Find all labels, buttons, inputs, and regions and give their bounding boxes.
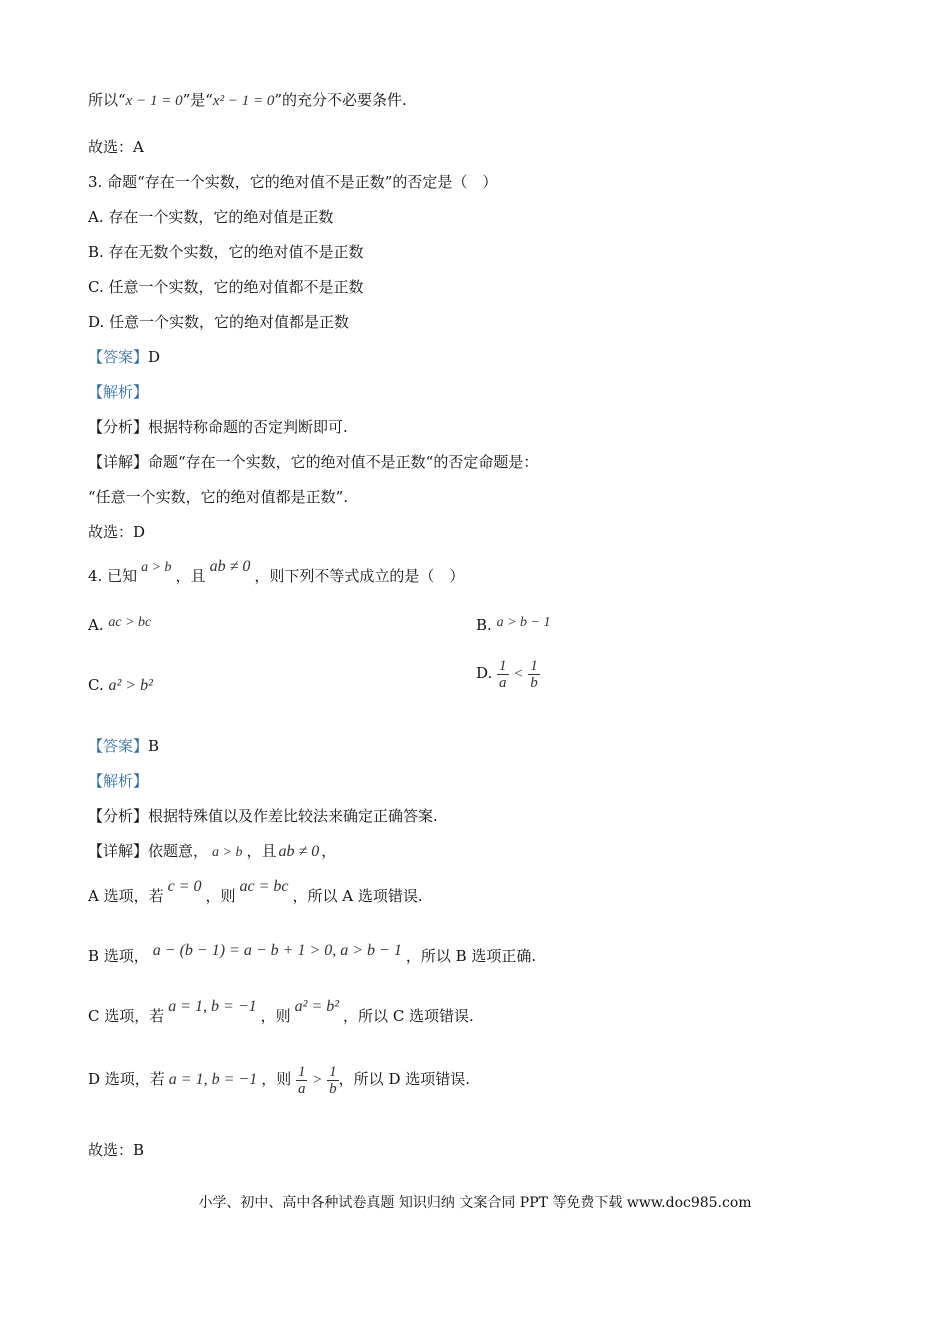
math-expr: a = 1, b = −1 [168,1071,258,1088]
text: B 选项， [88,947,149,965]
q4-detail [88,841,336,863]
fraction [327,1064,339,1097]
q3-option-c: C. 任意一个实数，它的绝对值都不是正数 [88,278,364,296]
question-4-stem [88,558,465,588]
math-expr: a − (b − 1) = a − b + 1 > 0, a > b − 1 [152,942,402,959]
select-line: 故选：A [88,138,144,156]
fraction [296,1064,308,1097]
math-expr: ab ≠ 0 [278,843,320,860]
answer-tag: 【答案】 [88,348,149,366]
text: ， [321,842,337,860]
math-expr: a² > b² [108,677,153,694]
answer-value: B [148,737,160,755]
q4-jiexi-tag: 【解析】 [88,772,149,790]
option-label: D. [476,664,493,682]
math-expr: a > b [141,560,172,575]
q4-analysis: 【分析】根据特殊值以及作差比较法来确定正确答案. [88,807,438,825]
math-expr: a > b − 1 [496,615,551,630]
answer-value: D [148,348,161,366]
text: ”的充分不必要条件. [274,91,407,109]
text: ，所以 C 选项错误. [343,1007,474,1025]
q4-option-a [88,615,151,637]
numerator: 1 [530,657,538,674]
math-expr: c = 0 [167,878,202,895]
text: ”是“ [182,91,213,109]
q3-answer [88,347,160,367]
q4-option-c [88,675,153,696]
q3-option-a: A. 存在一个实数，它的绝对值是正数 [88,208,334,226]
fraction [497,658,509,691]
text: A 选项，若 [88,887,164,905]
q4-select: 故选：B [88,1141,145,1159]
q3-jiexi-tag: 【解析】 [88,383,149,401]
answer-tag: 【答案】 [88,737,149,755]
q3-option-d: D. 任意一个实数，它的绝对值都是正数 [88,313,350,331]
q3-detail-1: 【详解】命题“存在一个实数，它的绝对值不是正数“的否定命题是： [88,453,539,471]
q4-detail-option-a [88,878,423,907]
conclusion-line [88,90,407,111]
q3-analysis: 【分析】根据特称命题的否定判断即可. [88,418,348,436]
denominator: a [297,1080,306,1097]
text: 【详解】依题意， [88,842,209,860]
option-label: B. [476,616,492,634]
question-3-stem: 3. 命题“存在一个实数，它的绝对值不是正数”的否定是（ ） [88,173,498,191]
text: D 选项，若 [88,1070,165,1088]
text: ，所以 B 选项正确. [405,947,537,965]
page-footer: 小学、初中、高中各种试卷真题 知识归纳 文案合同 PPT 等免费下载 www.doc985.com [198,1195,752,1211]
text: 所以“ [88,91,126,109]
math-op: > [312,1072,323,1088]
math-expr: ab ≠ 0 [209,558,251,575]
q3-detail-2: “任意一个实数，它的绝对值都是正数”. [88,488,349,506]
fraction [528,658,540,691]
numerator: 1 [297,1063,306,1080]
option-label: C. [88,676,104,694]
denominator: b [329,1080,337,1097]
text: ，且 [246,842,277,860]
q4-answer [88,736,159,756]
math-expr: a = 1, b = −1 [168,998,257,1015]
text: ，则下列不等式成立的是（ ） [254,567,465,585]
q4-detail-option-c [88,998,474,1027]
q3-select: 故选：D [88,523,146,541]
text: ，所以 D 选项错误. [338,1070,471,1088]
denominator: a [499,674,507,691]
q4-detail-option-d [88,1056,470,1103]
math-expr: x² − 1 = 0 [212,93,275,109]
text: ，则 [261,1070,292,1088]
text: ，所以 A 选项错误. [292,887,423,905]
option-label: A. [88,616,104,634]
numerator: 1 [329,1063,337,1080]
text: ，则 [205,887,236,905]
math-expr: a² = b² [294,998,340,1015]
math-expr: ac > bc [108,615,152,630]
q4-option-d [476,650,540,697]
text: C 选项，若 [88,1007,165,1025]
text: ，且 [175,567,206,585]
math-expr: a > b [212,845,243,860]
math-expr: ac = bc [239,878,289,895]
text: ，则 [260,1007,291,1025]
numerator: 1 [499,657,507,674]
math-op: < [513,666,524,682]
text: 4. 已知 [88,567,138,585]
denominator: b [530,674,538,691]
q3-option-b: B. 存在无数个实数，它的绝对值不是正数 [88,243,364,261]
q4-option-b [476,615,550,637]
math-expr: x − 1 = 0 [125,93,183,109]
q4-detail-option-b [88,942,537,967]
